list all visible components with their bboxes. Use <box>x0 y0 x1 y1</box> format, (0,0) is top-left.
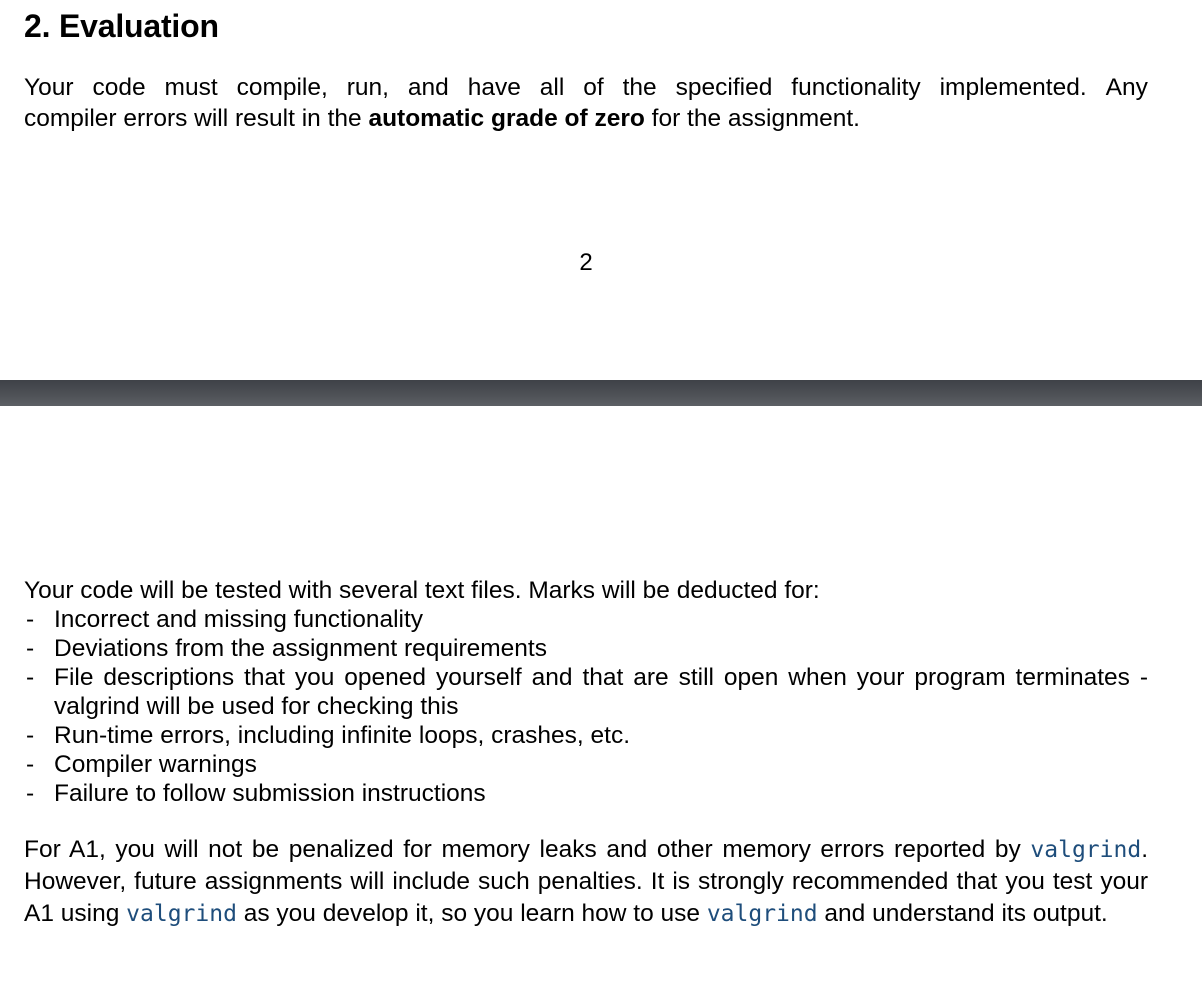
list-item: - File descriptions that you opened yourself and that are still open when your program terminates - valgrind will be used for checking this <box>26 664 1148 720</box>
document-page-1 <box>0 0 1202 380</box>
dash-bullet: - <box>26 635 35 662</box>
dash-bullet: - <box>26 606 35 633</box>
dash-bullet: - <box>26 722 35 749</box>
valgrind-paragraph: For A1, you will not be penalized for memory leaks and other memory errors reported by valgrind. However, future assignments will include such penalties. It is strongly recommended that you test your A1 using valgrind as you develop it, so you learn how to use valgrind and understand its output. <box>24 836 1148 927</box>
document-page-2 <box>0 406 1202 996</box>
list-item: - Failure to follow submission instructions <box>26 780 486 807</box>
list-item: - Deviations from the assignment requirements <box>26 635 547 662</box>
paragraph-line-2: compiler errors will result in the automatic grade of zero for the assignment. <box>24 105 860 132</box>
valgrind-code: valgrind <box>1030 837 1142 863</box>
dash-bullet: - <box>26 780 35 807</box>
paragraph-line-1: Your code must compile, run, and have all of the specified functionality implemented. Any <box>24 74 1148 101</box>
dash-bullet: - <box>26 751 35 778</box>
section-heading: 2. Evaluation <box>24 8 219 44</box>
dash-bullet: - <box>26 664 35 691</box>
list-item: - Incorrect and missing functionality <box>26 606 424 633</box>
deductions-list <box>24 605 1148 808</box>
list-item: - Compiler warnings <box>26 751 257 778</box>
valgrind-code: valgrind <box>706 901 818 927</box>
evaluation-paragraph <box>24 72 1148 134</box>
valgrind-code: valgrind <box>126 901 237 927</box>
page-break-separator <box>0 380 1202 406</box>
zero-grade-emphasis: automatic grade of zero <box>368 105 645 132</box>
page-number: 2 <box>579 249 593 276</box>
testing-intro: Your code will be tested with several text files. Marks will be deducted for: <box>24 577 820 604</box>
list-item: - Run-time errors, including infinite loops, crashes, etc. <box>26 722 631 749</box>
